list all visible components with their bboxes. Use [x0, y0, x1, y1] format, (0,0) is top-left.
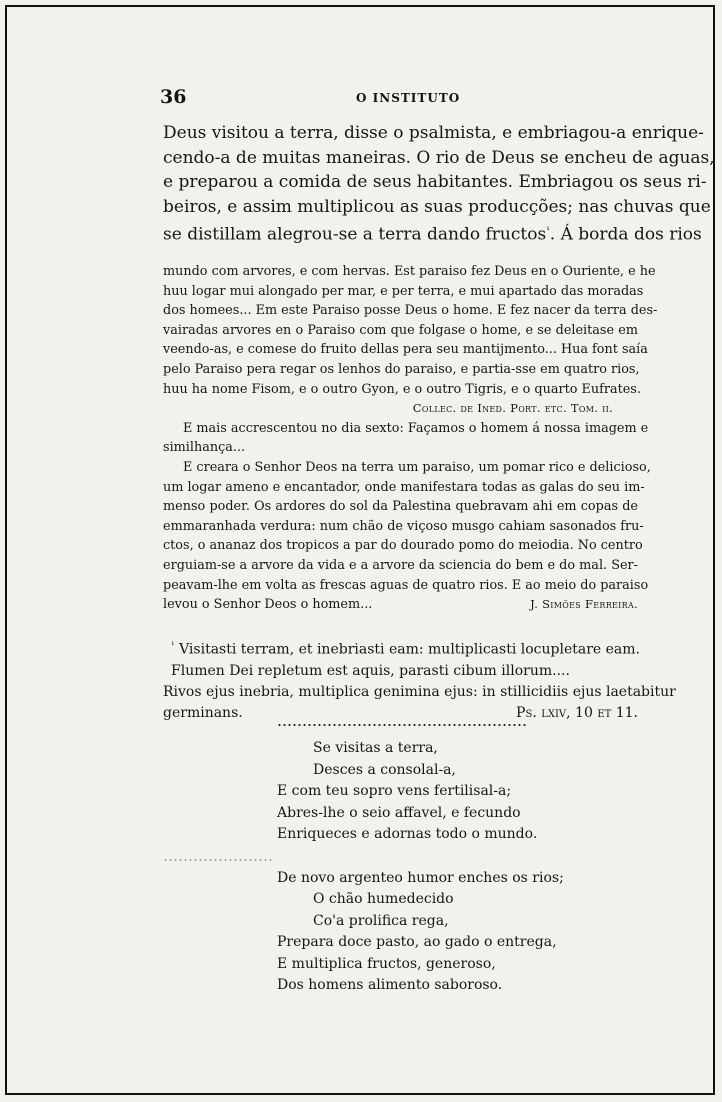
footnote-line: Flumen Dei repletum est aquis, parasti cibum illorum.... [171, 662, 570, 679]
page-header [160, 86, 640, 110]
footnote-ref: ¹ [546, 226, 550, 236]
dotted-separator [277, 723, 527, 727]
quote-line: huu ha nome Fisom, e o outro Gyon, e o outro Tigris, e o quarto Eufrates. [163, 381, 641, 397]
main-paragraph [163, 121, 715, 247]
author-signature: J. Simões Ferreira. [530, 597, 638, 612]
para3-line: um logar ameno e encantador, onde manifestara todas as galas do seu im- [163, 479, 645, 495]
psalm-reference: Ps. lxiv, 10 et 11. [516, 704, 638, 721]
running-title: O INSTITUTO [356, 91, 461, 105]
quote-line: dos homees... Em este Paraiso posse Deus o home. E fez nacer da terra des- [163, 303, 658, 319]
para3-last-text: levou o Senhor Deos o homem... [163, 597, 373, 613]
poem-verse: Se visitas a terra, [313, 740, 438, 756]
poem-verse: Dos homens alimento saboroso. [277, 977, 503, 993]
poem-stanza-1 [277, 738, 564, 846]
quote-line: pelo Paraiso pera regar os lenhos do paraiso, e partia-sse em quatro rios, [163, 361, 640, 377]
para3-line: emmaranhada verdura: num chão de viçoso musgo cahiam sasonados fru- [163, 518, 644, 534]
quote-line: vairadas arvores en o Paraiso com que folgase o home, e se deleitase em [163, 322, 638, 338]
body-line [163, 219, 702, 247]
para2-line: E mais accrescentou no dia sexto: Façamos o homem á nossa imagem e [183, 420, 649, 436]
footnote [163, 636, 676, 724]
body-line: beiros, e assim multiplicou as suas producções; nas chuvas que [163, 196, 711, 217]
quote-attribution: Collec. de Ined. Port. etc. Tom. ii. [412, 401, 613, 416]
page-number: 36 [160, 86, 187, 108]
para3-line: menso poder. Os ardores do sol da Palestina quebravam ahi em copas de [163, 499, 638, 515]
quote-line: huu logar mui alongado per mar, e per terra, e mui apartado das moradas [163, 283, 644, 299]
poem-verse: O chão humedecido [313, 891, 454, 907]
poem-verse: E com teu sopro vens fertilisal-a; [277, 783, 512, 799]
footnote-marker: ¹ [171, 641, 175, 651]
quotation-block [163, 262, 658, 615]
para3-line: erguiam-se a arvore da vida e a arvore da sciencia do bem e do mal. Ser- [163, 557, 638, 573]
footnote-line: Rivos ejus inebria, multiplica genimina ejus: in stillicidiis ejus laetabitur [163, 683, 676, 700]
footnote-text: Visitasti terram, et inebriasti eam: multiplicasti locupletare eam. [179, 641, 640, 658]
footnote-line [163, 636, 638, 661]
poem-verse: Abres-lhe o seio affavel, e fecundo [277, 804, 521, 821]
poem-verse: Desces a consolal-a, [313, 761, 456, 778]
para3-line: peavam-lhe em volta as frescas aguas de quatro rios. E ao meio do paraiso [163, 577, 649, 593]
para3-line: E creara o Senhor Deos na terra um paraiso, um pomar rico e delicioso, [183, 459, 651, 475]
para3-line: ctos, o ananaz dos tropicos a par do dourado pomo do meiodia. No centro [163, 538, 643, 554]
faint-dotted-separator [163, 858, 273, 862]
poem-verse: E multiplica fructos, generoso, [277, 955, 496, 972]
body-line-end: . Á borda dos rios [549, 224, 702, 245]
poem-verse: Co'a prolifica rega, [313, 912, 449, 929]
body-line-start: se distillam alegrou-se a terra dando fructos [163, 224, 547, 245]
body-line: cendo-a de muitas maneiras. O rio de Deus se encheu de aguas, [163, 147, 715, 168]
poem-verse: De novo argenteo humor enches os rios; [277, 869, 564, 886]
para2-line: similhança... [163, 440, 246, 456]
poem-verse: Prepara doce pasto, ao gado o entrega, [277, 934, 557, 950]
poem [277, 738, 564, 997]
body-line: Deus visitou a terra, disse o psalmista, e embriagou-a enrique- [163, 123, 704, 143]
footnote-last-line [163, 703, 638, 724]
poem-stanza-2 [277, 868, 564, 997]
body-line: e preparou a comida de seus habitantes. Embriagou os seus ri- [163, 172, 707, 192]
quote-line: mundo com arvores, e com hervas. Est paraiso fez Deus en o Ouriente, e he [163, 264, 656, 279]
poem-verse: Enriqueces e adornas todo o mundo. [277, 826, 538, 842]
para3-last-line [163, 595, 638, 615]
footnote-last-text: germinans. [163, 704, 243, 721]
quote-line: veendo-as, e comese do fruito dellas pera seu mantijmento... Hua font saía [163, 342, 648, 358]
